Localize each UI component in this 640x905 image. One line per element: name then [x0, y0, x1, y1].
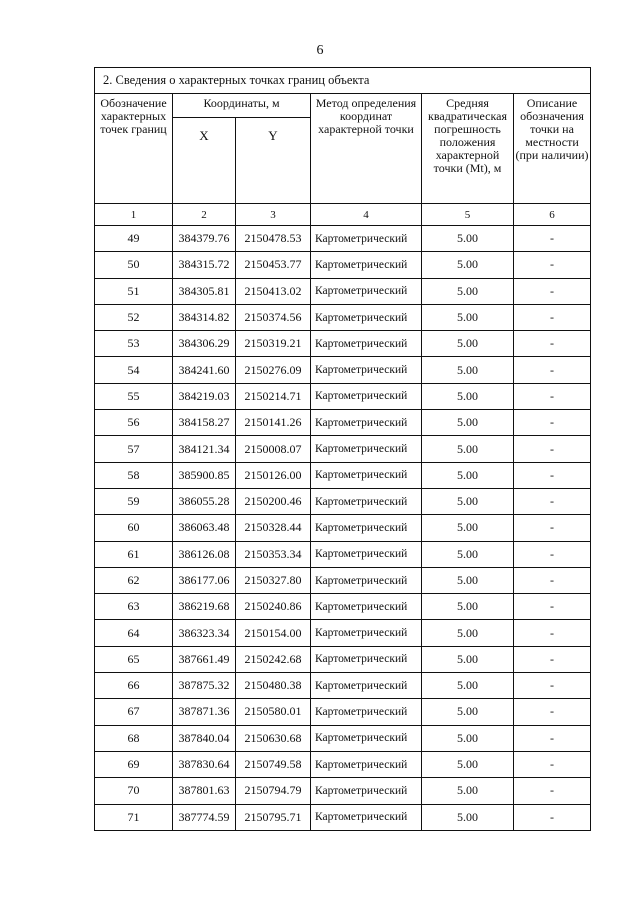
point-number-cell: 63	[95, 594, 173, 620]
y-coordinate-cell: 2150200.46	[236, 488, 311, 514]
description-cell: -	[514, 436, 591, 462]
description-cell: -	[514, 410, 591, 436]
point-number-cell: 64	[95, 620, 173, 646]
point-number-cell: 71	[95, 804, 173, 830]
table-row	[95, 673, 591, 699]
table-row	[95, 252, 591, 278]
description-cell: -	[514, 357, 591, 383]
point-number-cell: 69	[95, 751, 173, 777]
method-cell: Картометрический	[311, 252, 422, 278]
table-body	[95, 226, 591, 831]
description-cell: -	[514, 252, 591, 278]
point-number-cell: 54	[95, 357, 173, 383]
description-cell: -	[514, 804, 591, 830]
point-number-cell: 53	[95, 331, 173, 357]
accuracy-cell: 5.00	[422, 410, 514, 436]
y-coordinate-cell: 2150480.38	[236, 673, 311, 699]
x-coordinate-cell: 387830.64	[173, 751, 236, 777]
header-y: Y	[236, 118, 311, 204]
point-number-cell: 67	[95, 699, 173, 725]
accuracy-cell: 5.00	[422, 673, 514, 699]
x-coordinate-cell: 384315.72	[173, 252, 236, 278]
table-row	[95, 541, 591, 567]
table-row	[95, 646, 591, 672]
method-cell: Картометрический	[311, 620, 422, 646]
column-number: 4	[311, 204, 422, 226]
header-accuracy: Средняя квадратическая погрешность положения характерной точки (Mt), м	[422, 94, 514, 204]
accuracy-cell: 5.00	[422, 278, 514, 304]
y-coordinate-cell: 2150276.09	[236, 357, 311, 383]
description-cell: -	[514, 778, 591, 804]
point-number-cell: 57	[95, 436, 173, 462]
accuracy-cell: 5.00	[422, 751, 514, 777]
accuracy-cell: 5.00	[422, 778, 514, 804]
description-cell: -	[514, 646, 591, 672]
description-cell: -	[514, 278, 591, 304]
description-cell: -	[514, 725, 591, 751]
point-number-cell: 60	[95, 515, 173, 541]
point-number-cell: 61	[95, 541, 173, 567]
accuracy-cell: 5.00	[422, 331, 514, 357]
y-coordinate-cell: 2150327.80	[236, 567, 311, 593]
description-cell: -	[514, 567, 591, 593]
method-cell: Картометрический	[311, 725, 422, 751]
accuracy-cell: 5.00	[422, 620, 514, 646]
method-cell: Картометрический	[311, 804, 422, 830]
x-coordinate-cell: 387774.59	[173, 804, 236, 830]
description-cell: -	[514, 673, 591, 699]
y-coordinate-cell: 2150240.86	[236, 594, 311, 620]
accuracy-cell: 5.00	[422, 252, 514, 278]
description-cell: -	[514, 620, 591, 646]
x-coordinate-cell: 386323.34	[173, 620, 236, 646]
accuracy-cell: 5.00	[422, 541, 514, 567]
y-coordinate-cell: 2150374.56	[236, 304, 311, 330]
x-coordinate-cell: 386055.28	[173, 488, 236, 514]
header-point-designation: Обозначение характерных точек границ	[95, 94, 173, 204]
accuracy-cell: 5.00	[422, 725, 514, 751]
y-coordinate-cell: 2150141.26	[236, 410, 311, 436]
boundary-points-table	[94, 67, 591, 831]
y-coordinate-cell: 2150478.53	[236, 226, 311, 252]
method-cell: Картометрический	[311, 567, 422, 593]
description-cell: -	[514, 751, 591, 777]
y-coordinate-cell: 2150008.07	[236, 436, 311, 462]
x-coordinate-cell: 384379.76	[173, 226, 236, 252]
accuracy-cell: 5.00	[422, 804, 514, 830]
method-cell: Картометрический	[311, 751, 422, 777]
x-coordinate-cell: 387840.04	[173, 725, 236, 751]
method-cell: Картометрический	[311, 673, 422, 699]
table-row	[95, 699, 591, 725]
accuracy-cell: 5.00	[422, 357, 514, 383]
table-row	[95, 725, 591, 751]
x-coordinate-cell: 384305.81	[173, 278, 236, 304]
header-description: Описание обозначения точки на местности (при наличии)	[514, 94, 591, 204]
point-number-cell: 55	[95, 383, 173, 409]
method-cell: Картометрический	[311, 462, 422, 488]
method-cell: Картометрический	[311, 699, 422, 725]
description-cell: -	[514, 515, 591, 541]
table-row	[95, 804, 591, 830]
x-coordinate-cell: 384314.82	[173, 304, 236, 330]
description-cell: -	[514, 541, 591, 567]
y-coordinate-cell: 2150319.21	[236, 331, 311, 357]
y-coordinate-cell: 2150413.02	[236, 278, 311, 304]
table-row	[95, 488, 591, 514]
method-cell: Картометрический	[311, 541, 422, 567]
accuracy-cell: 5.00	[422, 436, 514, 462]
column-number: 6	[514, 204, 591, 226]
accuracy-cell: 5.00	[422, 567, 514, 593]
point-number-cell: 70	[95, 778, 173, 804]
table-row	[95, 567, 591, 593]
x-coordinate-cell: 386177.06	[173, 567, 236, 593]
description-cell: -	[514, 488, 591, 514]
description-cell: -	[514, 331, 591, 357]
point-number-cell: 56	[95, 410, 173, 436]
table-row	[95, 410, 591, 436]
accuracy-cell: 5.00	[422, 462, 514, 488]
method-cell: Картометрический	[311, 488, 422, 514]
point-number-cell: 49	[95, 226, 173, 252]
accuracy-cell: 5.00	[422, 488, 514, 514]
table-row	[95, 751, 591, 777]
y-coordinate-cell: 2150630.68	[236, 725, 311, 751]
method-cell: Картометрический	[311, 646, 422, 672]
method-cell: Картометрический	[311, 515, 422, 541]
accuracy-cell: 5.00	[422, 383, 514, 409]
method-cell: Картометрический	[311, 226, 422, 252]
y-coordinate-cell: 2150242.68	[236, 646, 311, 672]
x-coordinate-cell: 384241.60	[173, 357, 236, 383]
accuracy-cell: 5.00	[422, 594, 514, 620]
method-cell: Картометрический	[311, 331, 422, 357]
y-coordinate-cell: 2150353.34	[236, 541, 311, 567]
table-row	[95, 278, 591, 304]
table-row	[95, 331, 591, 357]
description-cell: -	[514, 304, 591, 330]
point-number-cell: 58	[95, 462, 173, 488]
point-number-cell: 62	[95, 567, 173, 593]
table-row	[95, 594, 591, 620]
method-cell: Картометрический	[311, 357, 422, 383]
method-cell: Картометрический	[311, 278, 422, 304]
table-row	[95, 383, 591, 409]
section-title: 2. Сведения о характерных точках границ объекта	[95, 68, 591, 94]
accuracy-cell: 5.00	[422, 304, 514, 330]
point-number-cell: 52	[95, 304, 173, 330]
description-cell: -	[514, 699, 591, 725]
method-cell: Картометрический	[311, 383, 422, 409]
header-coordinates: Координаты, м	[173, 94, 311, 118]
y-coordinate-cell: 2150126.00	[236, 462, 311, 488]
column-number: 3	[236, 204, 311, 226]
y-coordinate-cell: 2150580.01	[236, 699, 311, 725]
description-cell: -	[514, 594, 591, 620]
column-number: 5	[422, 204, 514, 226]
column-number: 1	[95, 204, 173, 226]
x-coordinate-cell: 385900.85	[173, 462, 236, 488]
accuracy-cell: 5.00	[422, 646, 514, 672]
column-number-row	[95, 204, 591, 226]
x-coordinate-cell: 386126.08	[173, 541, 236, 567]
point-number-cell: 50	[95, 252, 173, 278]
x-coordinate-cell: 386219.68	[173, 594, 236, 620]
point-number-cell: 59	[95, 488, 173, 514]
description-cell: -	[514, 462, 591, 488]
header-x: X	[173, 118, 236, 204]
y-coordinate-cell: 2150328.44	[236, 515, 311, 541]
description-cell: -	[514, 383, 591, 409]
method-cell: Картометрический	[311, 778, 422, 804]
page-number: 6	[316, 43, 324, 58]
y-coordinate-cell: 2150795.71	[236, 804, 311, 830]
table-row	[95, 226, 591, 252]
table-row	[95, 436, 591, 462]
point-number-cell: 65	[95, 646, 173, 672]
header-method: Метод определения координат характерной точки	[311, 94, 422, 204]
table-row	[95, 778, 591, 804]
method-cell: Картометрический	[311, 594, 422, 620]
accuracy-cell: 5.00	[422, 699, 514, 725]
table-row	[95, 620, 591, 646]
y-coordinate-cell: 2150453.77	[236, 252, 311, 278]
method-cell: Картометрический	[311, 410, 422, 436]
x-coordinate-cell: 384121.34	[173, 436, 236, 462]
x-coordinate-cell: 387801.63	[173, 778, 236, 804]
x-coordinate-cell: 384158.27	[173, 410, 236, 436]
column-number: 2	[173, 204, 236, 226]
x-coordinate-cell: 387661.49	[173, 646, 236, 672]
point-number-cell: 51	[95, 278, 173, 304]
point-number-cell: 68	[95, 725, 173, 751]
x-coordinate-cell: 384219.03	[173, 383, 236, 409]
y-coordinate-cell: 2150214.71	[236, 383, 311, 409]
table-row	[95, 357, 591, 383]
point-number-cell: 66	[95, 673, 173, 699]
description-cell: -	[514, 226, 591, 252]
x-coordinate-cell: 386063.48	[173, 515, 236, 541]
accuracy-cell: 5.00	[422, 226, 514, 252]
y-coordinate-cell: 2150154.00	[236, 620, 311, 646]
x-coordinate-cell: 387875.32	[173, 673, 236, 699]
table-row	[95, 462, 591, 488]
table-row	[95, 304, 591, 330]
table-row	[95, 515, 591, 541]
x-coordinate-cell: 384306.29	[173, 331, 236, 357]
method-cell: Картометрический	[311, 304, 422, 330]
x-coordinate-cell: 387871.36	[173, 699, 236, 725]
accuracy-cell: 5.00	[422, 515, 514, 541]
y-coordinate-cell: 2150794.79	[236, 778, 311, 804]
method-cell: Картометрический	[311, 436, 422, 462]
y-coordinate-cell: 2150749.58	[236, 751, 311, 777]
